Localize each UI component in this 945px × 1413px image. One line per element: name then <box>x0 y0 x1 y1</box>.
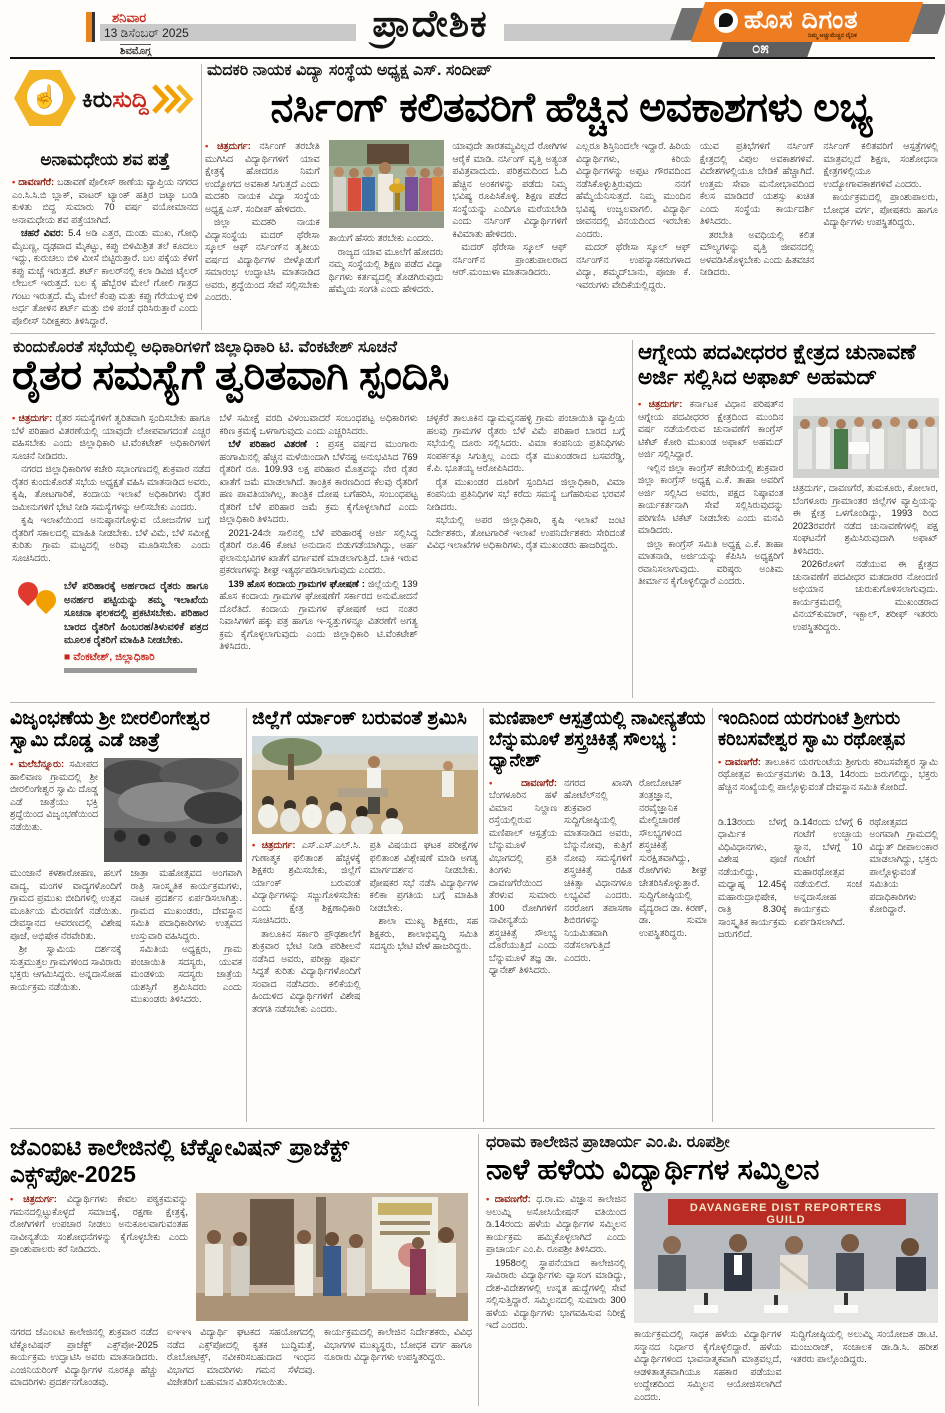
top-story-col4: ಎಲ್ಲರೂ ಶಿಸ್ತಿನಿಂದಲೇ ಇದ್ದಾರೆ. ಹಿರಿಯ ವಿದ್ಯಾರ್ಥಿಗಳು, ಕಿರಿಯ ವಿದ್ಯಾರ್ಥಿಗಳನ್ನು ಅಪ್ಪಟ ಗೌರವದಿಂದ ನಡೆಸಿಕೊಳ್ಳುತ್ತಿರುವುದು ನನಗೆ ಹೆಮ್ಮೆಯೆನಿಸುತ್ತದೆ. ನಿಮ್ಮ ಮುಂದಿನ ಭವಿಷ್ಯ ಉಜ್ವಲವಾಗಲಿ. ವಿದ್ಯಾರ್ಥಿ ಜೀವನದಲ್ಲಿ ವಿನಯದಿಂದ ಇರಬೇಕು ಎಂದರು. ಮದರ್ ಥೆರೇಸಾ ಸ್ಕೂಲ್ ಆಫ್ ನರ್ಸಿಂಗ್‌ನ ಉಪನ್ಯಾಸಕರುಗಳಾದ ವಿದ್ಯಾ, ಶಮ್ಮದ್‌ಬಾನು, ಪೂಜಾ ಕೆ. ಇವರುಗಳು ವೇದಿಕೆಯಲ್ಲಿದ್ದರು. <box>576 140 691 290</box>
manipal-col1: • ದಾವಣಗೆರೆ: ಬೆಂಗಳೂರಿನ ಹಳೆ ವಿಮಾನ ನಿಲ್ದಾಣ ರಸ್ತೆಯಲ್ಲಿರುವ ಮಣಿಪಾಲ್ ಆಸ್ಪತ್ರೆಯ ಬೆನ್ನುಮೂಳೆ ವಿಭಾಗದಲ್ಲಿ ಪ್ರತಿ ತಿಂಗಳು ದಾವಣಗೆರೆಯಿಂದ ತೆರಳುವ ಸುಮಾರು 100 ರೋಗಿಗಳಿಗೆ ನಾವೀನ್ಯತೆಯ ಶಸ್ತ್ರಚಿಕಿತ್ಸೆ ಸೌಲಭ್ಯ ದೊರೆಯುತ್ತಿದೆ ಎಂದು ಬೆನ್ನುಮೂಳೆ ತಜ್ಞ ಡಾ. ಧ್ಯಾನೇಶ್ ತಿಳಿಸಿದರು. <box>489 777 557 1137</box>
rathotsava-story <box>718 708 938 1124</box>
page-number: ೦೫ <box>752 40 769 57</box>
quote-underline-bar <box>64 668 197 673</box>
congress-application-photo <box>793 398 939 478</box>
sidebar-story-body: • ದಾವಣಗೆರೆ: ಬಡಾವಣೆ ಪೊಲೀಸ್ ಠಾಣೆಯ ವ್ಯಾಪ್ತಿಯ ನಗರದ ಎಂ.ಸಿ.ಸಿ.ಬಿ ಬ್ಲಾಕ್, ವಾಟರ್ ಟ್ಯಾಂಕ್ ಹತ್ತಿರ ಜಟ್ಕಾ ಬಂಡಿ ಕುಳಿತು ಬಿದ್ದ ಸುಮಾರು 70 ವರ್ಷ ವಯೋಮಾನದ ಅನಾಮಧೇಯ ಶವ ಪತ್ತೆಯಾಗಿದೆ. ಚಹರೆ ವಿವರ: 5.4 ಅಡಿ ಎತ್ತರ, ದುಂಡು ಮುಖ, ಗೋಧಿ ಮೈಬಣ್ಣ, ದೃಢವಾದ ಮೈಕಟ್ಟು, ಕಪ್ಪು ಬಿಳಿಮಿಶ್ರಿತ ತಲೆ ಕೂದಲು ಇದ್ದು, ಕುರುಚಲು ಬಿಳಿ ಮೀಸೆ ಬಿಟ್ಟಿರುತ್ತಾರೆ. ಬಲ ಪಕ್ಕೆಯ ಕೆಳಗೆ ಕಪ್ಪು ಮಚ್ಚೆ ಇರುತ್ತದೆ. ಶರ್ಟ್ ಕಾಲರ್‌ನಲ್ಲಿ ಕಲಾ ಡಿವಿಜಿ ಟೈಲರ್ ಲೇಬಲ್ ಇರುತ್ತದೆ. ಬಲ ಕೈ ಹೆಬ್ಬೆರಳ ಮೇಲೆ ಗೋಲಿ ಗಾತ್ರದ ಗಂಟು ಇರುತ್ತದೆ. ಮೈ ಮೇಲೆ ಕೆಂಪು ಮತ್ತು ಕಪ್ಪು ಗೆರೆಯುಳ್ಳ ಬಿಳಿ ಅರ್ಧ ತೋಳಿನ ಶರ್ಟ್ ಮತ್ತು ಬಿಳಿ ಪಂಚೆ ಧರಿಸಿರುತ್ತಾರೆ ಎಂದು ಪೊಲೀಸ್ ನಿರೀಕ್ಷಕರು ತಿಳಿಸಿದ್ದಾರೆ. <box>12 176 198 328</box>
jmit-intro: • ಚಿತ್ರದುರ್ಗ: ವಿದ್ಯಾರ್ಥಿಗಳು ಕೇವಲ ಪಠ್ಯಕ್ರಮವನ್ನು ಗಮನದಲ್ಲಿಟ್ಟುಕೊಳ್ಳದೆ ಸಮಾಜಕ್ಕೆ, ರಕ್ಷಣಾ ಕ್ಷೇತ್ರಕ್ಕೆ, ರೋಗಿಗಳಿಗೆ ಉಪಚಾರ ನೀಡಲು ಅನುಕೂಲವಾಗುವಂತಹ ನಾವೀನ್ಯತೆಯ ಸಂಶೋಧನೆಗಳನ್ನು ಕೈಗೊಳ್ಳಬೇಕು ಎಂದು ಪ್ರಾಂಶುಪಾಲರು ಕರೆ ನೀಡಿದರು. <box>10 1193 188 1321</box>
top-story-col2: ತಾಯಿಗೆ ಹೆಸರು ತರಬೇಕು ಎಂದರು. ರಾಜ್ಯದ ಯಾವ ಮೂಲೆಗೆ ಹೋದರು ನಮ್ಮ ಸಂಸ್ಥೆಯಲ್ಲಿ ಶಿಕ್ಷಣ ಪಡೆದ ವಿದ್ಯಾ ರ್ಥಿಗಳು ಕರ್ತವ್ಯದಲ್ಲಿ ತೊಡಗಿರುವುದು ಹೆಮ್ಮೆಯ ಸಂಗತಿ ಎಂದು ಹೇಳಿದರು. <box>329 140 444 330</box>
drm-col2: ಕಾರ್ಯಕ್ರಮದಲ್ಲಿ ಸಾಧಕ ಹಳೆಯ ವಿದ್ಯಾರ್ಥಿಗಳ ಸನ್ಮಾನದ ನಿರ್ಧಾರ ಕೈಗೊಳ್ಳಲಿದ್ದಾರೆ. ಹಳೆಯ ವಿದ್ಯಾರ್ಥಿಗಳಿಂದ ಭಾವನಾತ್ಮಕವಾಗಿ ಮಾತ್ರವಲ್ಲದೆ, ಆಡಳಿತಾತ್ಮಕವಾಗಿಯೂ ಸಹಕಾರ ಪಡೆಯುವ ಉದ್ದೇಶದಿಂದ ಸಮ್ಮಿಲನ ಆಯೋಜಿಸಲಾಗಿದೆ ಎಂದರು. <box>634 1328 782 1402</box>
farmer-kicker: ಕುಂದುಕೊರತೆ ಸಭೆಯಲ್ಲಿ ಅಧಿಕಾರಿಗಳಿಗೆ ಜಿಲ್ಲಾಧಿಕಾರಿ ಟಿ. ವೆಂಕಟೇಶ್ ಸೂಚನೆ <box>13 339 397 356</box>
rathotsava-col2: ಡಿ.14ರಂದು ಬೆಳಗ್ಗೆ 6 ಗಂಟೆಗೆ ಉಚ್ಛಾಯ ಸ್ನಾನ, ಬೆಳಗ್ಗೆ 10 ಗಂಟೆಗೆ ಮಹಾರಥೋತ್ಸವ ನಡೆಯಲಿದೆ. ಸಂಜೆ ಅನ್ನದಾಸೋಹ ಕಾರ್ಯಕ್ರಮ ಏರ್ಪಡಿಸಲಾಗಿದೆ. <box>793 815 863 927</box>
jmit-col1: ನಗರದ ಜೆಎಂಐಟಿ ಕಾಲೇಜಿನಲ್ಲಿ ಶುಕ್ರವಾರ ನಡೆದ ಟೆಕ್ನೋವಿಷನ್ ಪ್ರಾಜೆಕ್ಟ್ ಎಕ್ಸ್‌ಪೋ-2025 ಕಾರ್ಯಕ್ರಮ ಉದ್ಘಾಟಿಸಿ ಅವರು ಮಾತನಾಡಿದರು. ಎಂಜಿನಿಯರಿಂಗ್ ವಿದ್ಯಾರ್ಥಿಗಳ ನೂರಕ್ಕೂ ಹೆಚ್ಚು ಮಾದರಿಗಳು ಪ್ರದರ್ಶನಗೊಂಡವು. <box>10 1326 158 1388</box>
jmit-headline: ಜೆಎಂಐಟಿ ಕಾಲೇಜಿನಲ್ಲಿ ಟೆಕ್ನೋವಿಷನ್ ಪ್ರಾಜೆಕ್ಟ್ ಎಕ್ಸ್‌ಪೋ-2025 <box>10 1134 350 1187</box>
press-conference-photo <box>634 1193 938 1323</box>
rank-story <box>252 708 478 1124</box>
jatre-story <box>10 708 242 1124</box>
jmit-col3: ಕಾರ್ಯಕ್ರಮದಲ್ಲಿ ಕಾಲೇಜಿನ ನಿರ್ದೇಶಕರು, ವಿವಿಧ ವಿಭಾಗಗಳ ಮುಖ್ಯಸ್ಥರು, ಬೋಧಕ ವರ್ಗ ಹಾಗೂ ನೂರಾರು ವಿದ್ಯಾರ್ಥಿಗಳು ಉಪಸ್ಥಿತರಿದ್ದರು. <box>324 1326 472 1363</box>
jatre-col1: ಮುಂಜಾನೆ ಕಳಶಾರೋಹಣ, ಹಲಗೆ ವಾದ್ಯ, ಮಂಗಳ ವಾದ್ಯಗಳೊಂದಿಗೆ ಗ್ರಾಮದ ಪ್ರಮುಖ ಬೀದಿಗಳಲ್ಲಿ ಉತ್ಸವ ಮೂರ್ತಿಯ ಮೆರವಣಿಗೆ ನಡೆಯಿತು. ದೇವಸ್ಥಾನದ ಆವರಣದಲ್ಲಿ ವಿಶೇಷ ಪೂಜೆ, ಅಭಿಷೇಕ ನೆರವೇರಿತು. ಶ್ರೀ ಸ್ವಾಮಿಯ ದರ್ಶನಕ್ಕೆ ಸುತ್ತಮುತ್ತಲ ಗ್ರಾಮಗಳಿಂದ ಸಾವಿರಾರು ಭಕ್ತರು ಆಗಮಿಸಿದ್ದರು. ಅನ್ನದಾಸೋಹ ಕಾರ್ಯಕ್ರಮ ನಡೆಯಿತು. <box>10 867 122 992</box>
jmit-col2: ಐಇಇಇ ವಿದ್ಯಾರ್ಥಿ ಘಟಕದ ಸಹಯೋಗದಲ್ಲಿ ನಡೆದ ಎಕ್ಸ್‌ಪೋದಲ್ಲಿ ಕೃತಕ ಬುದ್ಧಿಮತ್ತೆ, ರೊಬೋಟಿಕ್ಸ್, ನವೀಕರಿಸಬಹುದಾದ ಇಂಧನ ವಿಭಾಗದ ಮಾದರಿಗಳು ಗಮನ ಸೆಳೆದವು. ವಿಜೇತರಿಗೆ ಬಹುಮಾನ ವಿತರಿಸಲಾಯಿತು. <box>167 1326 315 1388</box>
drm-story <box>486 1134 938 1406</box>
jatre-intro: • ಮಲೆಬೆನ್ನೂರು: ಸಮೀಪದ ಹಾಲಿವಾಣ ಗ್ರಾಮದಲ್ಲಿ ಶ್ರೀ ಬೀರಲಿಂಗೇಶ್ವರ ಸ್ವಾಮಿ ದೊಡ್ಡ ಎಡೆ ಜಾತ್ರೆಯು ಭಕ್ತಿ ಶ್ರದ್ಧೆಯಿಂದ ವಿಜೃಂಭಣೆಯಿಂದ ನಡೆಯಿತು. <box>10 758 98 862</box>
date: 13 ಡಿಸೆಂಬರ್ 2025 <box>104 26 189 40</box>
jatre-photo <box>104 758 242 862</box>
aghneya-col1: • ಚಿತ್ರದುರ್ಗ: ಕರ್ನಾಟಕ ವಿಧಾನ ಪರಿಷತ್‌ನ ಆಗ್ನೇಯ ಪದವೀಧರರ ಕ್ಷೇತ್ರದಿಂದ ಮುಂದಿನ ವರ್ಷ ನಡೆಯಲಿರುವ ಚುನಾವಣೆಗೆ ಕಾಂಗ್ರೆಸ್ ಟಿಕೆಟ್ ಕೋರಿ ಮುಖಂಡ ಅಫಾಖ್ ಅಹಮದ್ ಅರ್ಜಿ ಸಲ್ಲಿಸಿದ್ದಾರೆ. ಇಲ್ಲಿನ ಜಿಲ್ಲಾ ಕಾಂಗ್ರೆಸ್ ಕಚೇರಿಯಲ್ಲಿ ಶುಕ್ರವಾರ ಜಿಲ್ಲಾ ಕಾಂಗ್ರೆಸ್ ಅಧ್ಯಕ್ಷ ಎ.ಕೆ. ತಾಹಾ ಅವರಿಗೆ ಅರ್ಜಿ ಸಲ್ಲಿಸಿದ ಅವರು, ಪಕ್ಷದ ನಿಷ್ಠಾವಂತ ಕಾರ್ಯಕರ್ತನಾಗಿ ಸೇವೆ ಸಲ್ಲಿಸಿರುವುದನ್ನು ಪರಿಗಣಿಸಿ ಟಿಕೆಟ್ ನೀಡಬೇಕು ಎಂದು ಮನವಿ ಮಾಡಿದರು. ಜಿಲ್ಲಾ ಕಾಂಗ್ರೆಸ್ ಸಮಿತಿ ಅಧ್ಯಕ್ಷ ಎ.ಕೆ. ತಾಹಾ ಮಾತನಾಡಿ, ಅರ್ಜಿಯನ್ನು ಕೆಪಿಸಿಸಿ ಅಧ್ಯಕ್ಷರಿಗೆ ರವಾನಿಸಲಾಗುವುದು. ವರಿಷ್ಠರು ಅಂತಿಮ ತೀರ್ಮಾನ ಕೈಗೊಳ್ಳಲಿದ್ದಾರೆ ಎಂದರು. <box>638 398 784 696</box>
pull-quote-box <box>12 576 210 675</box>
jatre-headline: ವಿಜೃಂಭಣೆಯ ಶ್ರೀ ಬೀರಲಿಂಗೇಶ್ವರ ಸ್ವಾಮಿ ದೊಡ್ಡ ಎಡೆ ಜಾತ್ರೆ <box>10 708 210 752</box>
header-rule <box>10 57 935 59</box>
rank-col2: ಪ್ರತಿ ವಿಷಯದ ಘಟಕ ಪರೀಕ್ಷೆಗಳ ಫಲಿತಾಂಶ ವಿಶ್ಲೇಷಣೆ ಮಾಡಿ ಅಗತ್ಯ ಮಾರ್ಗದರ್ಶನ ನೀಡಬೇಕು. ಪೋಷಕರ ಸಭೆ ನಡೆಸಿ ವಿದ್ಯಾರ್ಥಿಗಳ ಕಲಿಕಾ ಪ್ರಗತಿಯ ಬಗ್ಗೆ ಮಾಹಿತಿ ನೀಡಬೇಕು. ಶಾಲಾ ಮುಖ್ಯ ಶಿಕ್ಷಕರು, ಸಹ ಶಿಕ್ಷಕರು, ಶಾಲಾಭಿವೃದ್ಧಿ ಸಮಿತಿ ಸದಸ್ಯರು ಭೇಟಿ ವೇಳೆ ಹಾಜರಿದ್ದರು. <box>369 839 478 952</box>
drm-right-area <box>634 1193 938 1411</box>
section-title: ಪ್ರಾದೇಶಿಕ <box>0 3 860 46</box>
drm-kicker: ಧರಾಮ ಕಾಲೇಜಿನ ಪ್ರಾಚಾರ್ಯ ಎಂ.ಪಿ. ರೂಪಶ್ರೀ <box>486 1134 730 1151</box>
rathotsava-col3: ರಥೋತ್ಸವದ ಅಂಗವಾಗಿ ಗ್ರಾಮದಲ್ಲಿ ವಿದ್ಯುತ್ ದೀಪಾಲಂಕಾರ ಮಾಡಲಾಗಿದ್ದು, ಭಕ್ತರು ಪಾಲ್ಗೊಳ್ಳುವಂತೆ ಸಮಿತಿಯ ಪದಾಧಿಕಾರಿಗಳು ಕೋರಿದ್ದಾರೆ. <box>869 815 939 915</box>
lamp-ceremony-photo <box>329 140 444 228</box>
drm-col3: ಸುದ್ದಿಗೋಷ್ಠಿಯಲ್ಲಿ ಅಲುಮ್ನಿ ಸಂಯೋಜಕ ಡಾ.ಟಿ. ಮಂಜುರಾಜ್, ಸಂಚಾಲಕ ಡಾ.ಡಿ.ಸಿ. ಹರೀಶ ಇತರರು ಪಾಲ್ಗೊಂಡಿದ್ದರು. <box>790 1328 938 1364</box>
chevron-right-icon <box>152 84 194 119</box>
sidebar-story-headline: ಅನಾಮಧೇಯ ಶವ ಪತ್ತೆ <box>40 150 170 169</box>
school-visit-photo <box>252 736 478 834</box>
hand-icon: ☝ <box>27 79 63 115</box>
aghneya-headline: ಆಗ್ನೇಯ ಪದವೀಧರರ ಕ್ಷೇತ್ರದ ಚುನಾವಣೆ ಅರ್ಜಿ ಸಲ್ಲಿಸಿದ ಅಫಾಖ್ ಅಹಮದ್ <box>638 340 916 390</box>
pull-quote-text: ಬೆಳೆ ಪರಿಹಾರಕ್ಕೆ ಅರ್ಹರಾದ ರೈತರು ಹಾಗೂ ಅನರ್ಹರ ಪಟ್ಟಿಯನ್ನು ತಮ್ಮ ಇಲಾಖೆಯ ಸೂಚನಾ ಫಲಕದಲ್ಲಿ ಪ್ರಕಟಿಸಬೇಕು. ಪರಿಹಾರ ಬಾರದ ರೈತರಿಗೆ ಹಿಂಬರಹ/ತಿಳುವಳಿಕೆ ಪತ್ರದ ಮೂಲಕ ರೈತರಿಗೆ ಮಾಹಿತಿ ನೀಡಬೇಕು. <box>64 581 209 646</box>
farmer-col3: ಚಳ್ಳಕೆರೆ ತಾಲೂಕಿನ ದ್ಯಾಮವ್ವನಹಳ್ಳಿ ಗ್ರಾಮ ಪಂಚಾಯಿತಿ ವ್ಯಾಪ್ತಿಯ ಹಲವು ಗ್ರಾಮಗಳ ರೈತರು ಬೆಳೆ ವಿಮೆ ಪರಿಹಾರ ಬಾರದ ಬಗ್ಗೆ ಸಭೆಯಲ್ಲಿ ದೂರು ಸಲ್ಲಿಸಿದರು. ವಿಮಾ ಕಂಪನಿಯ ಪ್ರತಿನಿಧಿಗಳು ಸಂಪರ್ಕಕ್ಕೂ ಸಿಗುತ್ತಿಲ್ಲ ಎಂದು ರೈತ ಮುಖಂಡರಾದ ಬಸವರೆಡ್ಡಿ, ಕೆ.ಪಿ. ಭೂತಯ್ಯ ಆರೋಪಿಸಿದರು. ರೈತ ಮುಖಂಡರ ದೂರಿಗೆ ಸ್ಪಂದಿಸಿದ ಜಿಲ್ಲಾಧಿಕಾರಿ, ವಿಮಾ ಕಂಪನಿಯ ಪ್ರತಿನಿಧಿಗಳ ಸಭೆ ಕರೆದು ಸಮಸ್ಯೆ ಬಗೆಹರಿಸುವ ಭರವಸೆ ನೀಡಿದರು. ಸಭೆಯಲ್ಲಿ ಅಪರ ಜಿಲ್ಲಾಧಿಕಾರಿ, ಕೃಷಿ ಇಲಾಖೆ ಜಂಟಿ ನಿರ್ದೇಶಕರು, ತೋಟಗಾರಿಕೆ ಇಲಾಖೆ ಉಪನಿರ್ದೇಶಕರು ಸೇರಿದಂತೆ ವಿವಿಧ ಇಲಾಖೆಗಳ ಅಧಿಕಾರಿಗಳು, ರೈತ ಮುಖಂಡರು ಹಾಜರಿದ್ದರು. <box>426 412 625 550</box>
manipal-col3: ರೋಬೋಟಿಕ್ ತಂತ್ರಜ್ಞಾನ, ನರವೈಜ್ಞಾನಿಕ ಮೇಲ್ವಿಚಾರಣೆ ಸೌಲಭ್ಯಗಳಿಂದ ಶಸ್ತ್ರಚಿಕಿತ್ಸೆ ಸುರಕ್ಷಿತವಾಗಿದ್ದು, ರೋಗಿಗಳು ಶೀಘ್ರ ಚೇತರಿಸಿಕೊಳ್ಳುತ್ತಾರೆ. ಸುದ್ದಿಗೋಷ್ಠಿಯಲ್ಲಿ ವೈದ್ಯರಾದ ಡಾ. ಕಿರಣ್, ಡಾ. ಸುಮಾ ಉಪಸ್ಥಿತರಿದ್ದರು. <box>639 776 707 938</box>
weekday: ಶನಿವಾರ <box>112 10 147 25</box>
jmit-story <box>10 1134 472 1406</box>
manipal-col2: ನಗರದ ಖಾಸಗಿ ಹೋಟೆಲ್‌ನಲ್ಲಿ ಶುಕ್ರವಾರ ಸುದ್ದಿಗೋಷ್ಠಿಯಲ್ಲಿ ಮಾತನಾಡಿದ ಅವರು, ಬೆನ್ನುನೋವು, ಕುತ್ತಿಗೆ ನೋವು ಸಮಸ್ಯೆಗಳಿಗೆ ಶಸ್ತ್ರಚಿಕಿತ್ಸೆ ರಹಿತ ಚಿಕಿತ್ಸಾ ವಿಧಾನಗಳೂ ಲಭ್ಯವಿವೆ ಎಂದರು. ನರರೋಗ ತಪಾಸಣಾ ಶಿಬಿರಗಳನ್ನು ನಿಯಮಿತವಾಗಿ ನಡೆಸಲಾಗುತ್ತಿದೆ ಎಂದರು. <box>564 776 632 963</box>
farmer-col1: • ಚಿತ್ರದುರ್ಗ: ರೈತರ ಸಮಸ್ಯೆಗಳಿಗೆ ತ್ವರಿತವಾಗಿ ಸ್ಪಂದಿಸಬೇಕು ಹಾಗೂ ಬೆಳೆ ಪರಿಹಾರ ವಿತರಣೆಯಲ್ಲಿ ಯಾವುದೇ ಲೋಪವಾಗದಂತೆ ಎಚ್ಚರ ವಹಿಸಬೇಕು ಎಂದು ಜಿಲ್ಲಾಧಿಕಾರಿ ಟಿ.ವೆಂಕಟೇಶ್ ಅಧಿಕಾರಿಗಳಿಗೆ ಸೂಚನೆ ನೀಡಿದರು. ನಗರದ ಜಿಲ್ಲಾಧಿಕಾರಿಗಳ ಕಚೇರಿ ಸಭಾಂಗಣದಲ್ಲಿ ಶುಕ್ರವಾರ ನಡೆದ ರೈತರ ಕುಂದುಕೊರತೆ ಸಭೆಯ ಅಧ್ಯಕ್ಷತೆ ವಹಿಸಿ ಮಾತನಾಡಿದ ಅವರು, ಕೃಷಿ, ತೋಟಗಾರಿಕೆ, ಕಂದಾಯ ಇಲಾಖೆ ಅಧಿಕಾರಿಗಳು ರೈತರ ಜಮೀನುಗಳಿಗೆ ಭೇಟಿ ನೀಡಿ ಸಮಸ್ಯೆಗಳನ್ನು ಆಲಿಸಬೇಕು ಎಂದರು. ಕೃಷಿ ಇಲಾಖೆಯಿಂದ ಅನುಷ್ಠಾನಗೊಳ್ಳುವ ಯೋಜನೆಗಳ ಬಗ್ಗೆ ರೈತರಿಗೆ ಸಕಾಲದಲ್ಲಿ ಮಾಹಿತಿ ನೀಡಬೇಕು. ಬೆಳೆ ವಿಮೆ, ಬೆಳೆ ಸಮೀಕ್ಷೆ ಕುರಿತು ಗ್ರಾಮ ಮಟ್ಟದಲ್ಲಿ ಅರಿವು ಮೂಡಿಸಬೇಕು ಎಂದು ಸೂಚಿಸಿದರು. ಬೆಳೆ ಪರಿಹಾರಕ್ಕೆ ಅರ್ಹರಾದ ರೈತರು ಹಾಗೂ ಅನರ್ಹರ ಪಟ್ಟಿಯನ್ನು ತಮ್ಮ ಇಲಾಖೆಯ ಸೂಚನಾ ಫಲಕದಲ್ಲಿ ಪ್ರಕಟಿಸಬೇಕು. ಪರಿಹಾರ ಬಾರದ ರೈತರಿಗೆ ಹಿಂಬರಹ/ತಿಳುವಳಿಕೆ ಪತ್ರದ ಮೂಲಕ ರೈತರಿಗೆ ಮಾಹಿತಿ ನೀಡಬೇಕು. ■ ವೆಂಕಟೇಶ್, ಜಿಲ್ಲಾಧಿಕಾರಿ <box>12 412 210 698</box>
top-story-col6: ನರ್ಸಿಂಗ್ ಕಲಿತವರಿಗೆ ಆಸ್ಪತ್ರೆಗಳಲ್ಲಿ ಮಾತ್ರವಲ್ಲದೆ ಶಿಕ್ಷಣ, ಸಂಶೋಧನಾ ಕ್ಷೇತ್ರಗಳಲ್ಲಿಯೂ ಉದ್ಯೋಗಾವಕಾಶಗಳಿವೆ ಎಂದರು. ಕಾರ್ಯಕ್ರಮದಲ್ಲಿ ಪ್ರಾಂಶುಪಾಲರು, ಬೋಧಕ ವರ್ಗ, ಪೋಷಕರು ಹಾಗೂ ವಿದ್ಯಾರ್ಥಿಗಳು ಉಪಸ್ಥಿತರಿದ್ದರು. <box>823 140 939 227</box>
kirusuddi-wordmark: ಕಿರುಸುದ್ದಿ <box>82 86 149 112</box>
rathotsava-col1: ಡಿ.13ರಂದು ಬೆಳಗ್ಗೆ ಧಾರ್ಮಿಕ ವಿಧಿವಿಧಾನಗಳು, ವಿಶೇಷ ಪೂಜೆ ನಡೆಯಲಿದ್ದು, ಮಧ್ಯಾಹ್ನ 12.45ಕ್ಕೆ ಮಹಾರುದ್ರಾಭಿಷೇಕ, ರಾತ್ರಿ 8.30ಕ್ಕೆ ಸಾಂಸ್ಕೃತಿಕ ಕಾರ್ಯಕ್ರಮ ಜರುಗಲಿದೆ. <box>718 815 787 940</box>
manipal-headline: ಮಣಿಪಾಲ್ ಆಸ್ಪತ್ರೆಯಲ್ಲಿ ನಾವೀನ್ಯತೆಯ ಬೆನ್ನುಮೂಳೆ ಶಸ್ತ್ರಚಿಕಿತ್ಸೆ ಸೌಲಭ್ಯ : ಧ್ಯಾನೇಶ್ <box>489 708 706 770</box>
top-story-headline: ನರ್ಸಿಂಗ್ ಕಲಿತವರಿಗೆ ಹೆಚ್ಚಿನ ಅವಕಾಶಗಳು ಲಭ್ಯ <box>270 84 873 130</box>
farmer-col2: ಬೆಳೆ ಸಮೀಕ್ಷೆ ವರದಿ ವಿಳಂಬವಾದರೆ ಸಂಬಂಧಪಟ್ಟ ಅಧಿಕಾರಿಗಳು ಕಠಿಣ ಕ್ರಮಕ್ಕೆ ಒಳಗಾಗುವುದು ಎಂದು ಎಚ್ಚರಿಸಿದರು. ಬೆಳೆ ಪರಿಹಾರ ವಿತರಣೆ : ಪ್ರಸಕ್ತ ವರ್ಷದ ಮುಂಗಾರು ಹಂಗಾಮಿನಲ್ಲಿ ಹೆಚ್ಚಿನ ಮಳೆಯಿಂದಾಗಿ ಬೆಳೆನಷ್ಟ ಅನುಭವಿಸಿದ 769 ರೈತರಿಗೆ ರೂ. 109.93 ಲಕ್ಷ ಪರಿಹಾರ ಮೊತ್ತವನ್ನು ನೇರ ರೈತರ ಖಾತೆಗೆ ಜಮೆ ಮಾಡಲಾಗಿದೆ. ತಾಂತ್ರಿಕ ಕಾರಣದಿಂದ ಕೆಲವು ರೈತರಿಗೆ ಹಣ ಪಾವತಿಯಾಗಿಲ್ಲ, ತಾಂತ್ರಿಕ ದೋಷ ಬಗೆಹರಿಸಿ, ಸಂಬಂಧಪಟ್ಟ ರೈತರಿಗೆ ಬೆಳೆ ಪರಿಹಾರ ಜಮೆ ಕ್ರಮ ಕೈಗೊಳ್ಳಲಾಗಿದೆ ಎಂದು ಜಿಲ್ಲಾಧಿಕಾರಿ ತಿಳಿಸಿದರು. 2021-24ನೇ ಸಾಲಿನಲ್ಲಿ ಬೆಳೆ ಪರಿಹಾರಕ್ಕೆ ಅರ್ಜಿ ಸಲ್ಲಿಸಿದ್ದ ರೈತರಿಗೆ ರೂ.46 ಕೋಟಿ ಅನುದಾನ ಬಿಡುಗಡೆಯಾಗಿದ್ದು, ಅರ್ಹ ಫಲಾನುಭವಿಗಳ ಖಾತೆಗೆ ವರ್ಗಾವಣೆ ಮಾಡಲಾಗುತ್ತಿದೆ. ಬಾಕಿ ಇರುವ ಪ್ರಕರಣಗಳನ್ನು ಶೀಘ್ರ ಇತ್ಯರ್ಥಪಡಿಸಲಾಗುವುದು ಎಂದರು. 139 ಹೊಸ ಕಂದಾಯ ಗ್ರಾಮಗಳ ಘೋಷಣೆ : ಜಿಲ್ಲೆಯಲ್ಲಿ 139 ಹೊಸ ಕಂದಾಯ ಗ್ರಾಮಗಳ ಘೋಷಣೆಗೆ ಸರ್ಕಾರದ ಅನುಮೋದನೆ ದೊರೆತಿದೆ. ಕಂದಾಯ ಗ್ರಾಮಗಳ ಘೋಷಣೆ ಆದ ನಂತರ ನಿವಾಸಿಗಳಿಗೆ ಹಕ್ಕು ಪತ್ರ ಹಾಗೂ ಇ-ಸ್ವತ್ತುಗಳನ್ನೂ ವಿತರಣೆಗೆ ಅಗತ್ಯ ಕ್ರಮ ಕೈಗೊಳ್ಳಲಾಗುವುದು ಎಂದು ಜಿಲ್ಲಾಧಿಕಾರಿ ಟಿ.ವೆಂಕಟೇಶ್ ತಿಳಿಸಿದರು. <box>219 412 418 651</box>
manipal-story <box>489 708 707 1124</box>
pull-quote-attribution: ■ ವೆಂಕಟೇಶ್, ಜಿಲ್ಲಾಧಿಕಾರಿ <box>64 651 208 664</box>
drm-headline: ನಾಳೆ ಹಳೆಯ ವಿದ್ಯಾರ್ಥಿಗಳ ಸಮ್ಮಿಲನ <box>486 1154 820 1186</box>
edition-city: ಶಿವಮೊಗ್ಗ <box>120 46 152 57</box>
press-banner-text: DAVANGERE DIST REPORTERS GUILD <box>689 1202 883 1227</box>
masthead <box>680 0 945 57</box>
top-story-col1: • ಚಿತ್ರದುರ್ಗ: ನರ್ಸಿಂಗ್ ತರಬೇತಿ ಮುಗಿಸಿದ ವಿದ್ಯಾರ್ಥಿಗಳಿಗೆ ಯಾವ ಕ್ಷೇತ್ರಕ್ಕೆ ಹೋದರೂ ನಿಮಗೆ ಉದ್ಯೋಗದ ಅವಕಾಶ ಸಿಗುತ್ತದೆ ಎಂದು ಮದಕರಿ ನಾಯಕ ವಿದ್ಯಾ ಸಂಸ್ಥೆಯ ಅಧ್ಯಕ್ಷ ಎಸ್. ಸಂದೀಪ್ ಹೇಳಿದರು. ಜಿಲ್ಲಾ ಮದಕರಿ ನಾಯಕ ವಿದ್ಯಾಸಂಸ್ಥೆಯ ಮದರ್ ಥೆರೇಸಾ ಸ್ಕೂಲ್ ಆಫ್ ನರ್ಸಿಂಗ್‌ನ ತೃತೀಯ ವರ್ಷದ ವಿದ್ಯಾರ್ಥಿಗಳ ಬೀಳ್ಕೊಡುಗೆ ಸಮಾರಂಭ ಉದ್ಘಾಟಿಸಿ ಮಾತನಾಡಿದ ಅವರು, ಶ್ರದ್ಧೆಯಿಂದ ಸೇವೆ ಸಲ್ಲಿಸಬೇಕು ಎಂದರು. <box>205 140 320 330</box>
top-story-kicker: ಮದಕರಿ ನಾಯಕ ವಿದ್ಯಾ ಸಂಸ್ಥೆಯ ಅಧ್ಯಕ್ಷ ಎಸ್. ಸಂದೀಪ್ <box>207 62 492 79</box>
top-story-col5: ಯುವ ಪ್ರತಿಭೆಗಳಿಗೆ ನರ್ಸಿಂಗ್ ಕ್ಷೇತ್ರದಲ್ಲಿ ವಿಪುಲ ಅವಕಾಶಗಳಿವೆ. ವಿದೇಶಗಳಲ್ಲಿಯೂ ಬೇಡಿಕೆ ಹೆಚ್ಚಾಗಿದೆ. ಉತ್ತಮ ಸೇವಾ ಮನೋಭಾವದಿಂದ ಕೆಲಸ ಮಾಡಿದರೆ ಯಶಸ್ಸು ಖಚಿತ ಎಂದು ಸಂಸ್ಥೆಯ ಕಾರ್ಯದರ್ಶಿ ತಿಳಿಸಿದರು. ತರಬೇತಿ ಅವಧಿಯಲ್ಲಿ ಕಲಿತ ಮೌಲ್ಯಗಳನ್ನು ವೃತ್ತಿ ಜೀವನದಲ್ಲಿ ಅಳವಡಿಸಿಕೊಳ್ಳಬೇಕು ಎಂದು ಹಿತವಚನ ನೀಡಿದರು. <box>699 140 815 277</box>
drm-col1: • ದಾವಣಗೆರೆ: ಧ.ರಾ.ಮ ವಿಜ್ಞಾನ ಕಾಲೇಜಿನ ಅಲುಮ್ನಿ ಅಸೋಸಿಯೇಷನ್ ವತಿಯಿಂದ ಡಿ.14ರಂದು ಹಳೆಯ ವಿದ್ಯಾರ್ಥಿಗಳ ಸಮ್ಮಿಲನ ಕಾರ್ಯಕ್ರಮ ಹಮ್ಮಿಕೊಳ್ಳಲಾಗಿದೆ ಎಂದು ಪ್ರಾಚಾರ್ಯ ಎಂ.ಪಿ. ರೂಪಶ್ರೀ ತಿಳಿಸಿದರು. 1958ರಲ್ಲಿ ಸ್ಥಾಪನೆಯಾದ ಕಾಲೇಜಿನಲ್ಲಿ ಸಾವಿರಾರು ವಿದ್ಯಾರ್ಥಿಗಳು ವ್ಯಾಸಂಗ ಮಾಡಿದ್ದು, ದೇಶ-ವಿದೇಶಗಳಲ್ಲಿ ಉನ್ನತ ಹುದ್ದೆಗಳಲ್ಲಿ ಸೇವೆ ಸಲ್ಲಿಸುತ್ತಿದ್ದಾರೆ. ಸಮ್ಮಿಲನದಲ್ಲಿ ಸುಮಾರು 300 ಹಳೆಯ ವಿದ್ಯಾರ್ಥಿಗಳು ಭಾಗವಹಿಸುವ ನಿರೀಕ್ಷೆ ಇದೆ ಎಂದರು. <box>486 1193 626 1411</box>
paper-name: ಹೊಸ ದಿಗಂತ <box>744 6 859 34</box>
expo-photo <box>196 1193 468 1321</box>
top-story-col3: ಯಾವುದೇ ತಾರತಮ್ಯವಿಲ್ಲದೆ ರೋಗಿಗಳ ಆರೈಕೆ ಮಾಡಿ. ನರ್ಸಿಂಗ್ ವೃತ್ತಿ ಅತ್ಯಂತ ಪವಿತ್ರವಾದುದು. ಪರಿಶ್ರಮದಿಂದ ಓದಿ ಹೆಚ್ಚಿನ ಅಂಕಗಳನ್ನು ಪಡೆದು ನಿಮ್ಮ ಭವಿಷ್ಯ ರೂಪಿಸಿಕೊಳ್ಳಿ. ಶಿಕ್ಷಣ ಪಡೆದ ಸಂಸ್ಥೆಯನ್ನು ಎಂದಿಗೂ ಮರೆಯಬೇಡಿ ಎಂದು ನರ್ಸಿಂಗ್ ವಿದ್ಯಾರ್ಥಿಗಳಿಗೆ ಕಿವಿಮಾತು ಹೇಳಿದರು. ಮದರ್ ಥೆರೇಸಾ ಸ್ಕೂಲ್ ಆಫ್ ನರ್ಸಿಂಗ್‌ನ ಪ್ರಾಂಶುಪಾಲರಾದ ಆರ್.ಮಂಜುಳಾ ಮಾತನಾಡಿದರು. <box>452 140 568 277</box>
rank-headline: ಜಿಲ್ಲೆಗೆ ರ್ಯಾಂಕ್ ಬರುವಂತೆ ಶ್ರಮಿಸಿ <box>252 708 467 729</box>
farmer-headline: ರೈತರ ಸಮಸ್ಯೆಗೆ ತ್ವರಿತವಾಗಿ ಸ್ಪಂದಿಸಿ <box>12 352 449 398</box>
rank-col1: • ಚಿತ್ರದುರ್ಗ: ಎಸ್.ಎಸ್.ಎಲ್.ಸಿ. ಗುಣಾತ್ಮಕ ಫಲಿತಾಂಶ ಹೆಚ್ಚಳಕ್ಕೆ ಶಿಕ್ಷಕರು ಶ್ರಮಿಸಬೇಕು, ಜಿಲ್ಲೆಗೆ ರ್ಯಾಂಕ್ ಬರುವಂತೆ ವಿದ್ಯಾರ್ಥಿಗಳನ್ನು ಸಜ್ಜುಗೊಳಿಸಬೇಕು ಎಂದು ಕ್ಷೇತ್ರ ಶಿಕ್ಷಣಾಧಿಕಾರಿ ಸೂಚಿಸಿದರು. ತಾಲೂಕಿನ ಸರ್ಕಾರಿ ಪ್ರೌಢಶಾಲೆಗೆ ಶುಕ್ರವಾರ ಭೇಟಿ ನೀಡಿ ಪರಿಶೀಲನೆ ನಡೆಸಿದ ಅವರು, ಪರೀಕ್ಷಾ ಪೂರ್ವ ಸಿದ್ಧತೆ ಕುರಿತು ವಿದ್ಯಾರ್ಥಿಗಳೊಂದಿಗೆ ಸಂವಾದ ನಡೆಸಿದರು. ಕಲಿಕೆಯಲ್ಲಿ ಹಿಂದುಳಿದ ವಿದ್ಯಾರ್ಥಿಗಳಿಗೆ ವಿಶೇಷ ತರಗತಿ ನಡೆಸಬೇಕು ಎಂದರು. <box>252 839 361 1107</box>
aghneya-col2: ಚಿತ್ರದುರ್ಗ, ದಾವಣಗೆರೆ, ತುಮಕೂರು, ಕೋಲಾರ, ಬೆಂಗಳೂರು ಗ್ರಾಮಾಂತರ ಜಿಲ್ಲೆಗಳ ವ್ಯಾಪ್ತಿಯನ್ನು ಈ ಕ್ಷೇತ್ರ ಒಳಗೊಂಡಿದ್ದು, 1993 ರಿಂದ 2023ರವರೆಗೆ ನಡೆದ ಚುನಾವಣೆಗಳಲ್ಲಿ ಪಕ್ಷ ಸಂಘಟನೆಗೆ ಶ್ರಮಿಸಿರುವುದಾಗಿ ಅಫಾಖ್ ತಿಳಿಸಿದರು. 2026ರೊಳಗೆ ನಡೆಯುವ ಈ ಕ್ಷೇತ್ರದ ಚುನಾವಣೆಗೆ ಪದವೀಧರ ಮತದಾರರ ನೋಂದಣಿ ಅಭಿಯಾನ ಚುರುಕುಗೊಳಿಸಲಾಗುವುದು. ಕಾರ್ಯಕ್ರಮದಲ್ಲಿ ಮುಖಂಡರಾದ ವಿನಯ್‌ಕುಮಾರ್, ಇಕ್ಬಾಲ್, ಶರೀಫ್ ಇತರರು ಉಪಸ್ಥಿತರಿದ್ದರು. <box>793 398 939 696</box>
paper-logo-icon <box>714 9 738 33</box>
rathotsava-lead: • ದಾವಣಗೆರೆ: ತಾಲೂಕಿನ ಯರಗುಂಟೆಯ ಶ್ರೀಗುರು ಕರಿಬಸವೇಶ್ವರ ಸ್ವಾಮಿ ರಥೋತ್ಸವ ಕಾರ್ಯಕ್ರಮಗಳು ಡಿ.13, 14ರಂದು ಜರುಗಲಿದ್ದು, ಭಕ್ತರು ಹೆಚ್ಚಿನ ಸಂಖ್ಯೆಯಲ್ಲಿ ಪಾಲ್ಗೊಳ್ಳುವಂತೆ ದೇವಸ್ಥಾನ ಸಮಿತಿ ಕೋರಿದೆ. <box>718 756 938 812</box>
rathotsava-headline: ಇಂದಿನಿಂದ ಯರಗುಂಟೆ ಶ್ರೀಗುರು ಕರಿಬಸವೇಶ್ವರ ಸ್ವಾಮಿ ರಥೋತ್ಸವ <box>718 708 906 749</box>
jatre-col2: ಜಾತ್ರಾ ಮಹೋತ್ಸವದ ಅಂಗವಾಗಿ ರಾತ್ರಿ ಸಾಂಸ್ಕೃತಿಕ ಕಾರ್ಯಕ್ರಮಗಳು, ನಾಟಕ ಪ್ರದರ್ಶನ ಏರ್ಪಡಿಸಲಾಗಿತ್ತು. ಗ್ರಾಮದ ಮುಖಂಡರು, ದೇವಸ್ಥಾನ ಸಮಿತಿ ಪದಾಧಿಕಾರಿಗಳು ಉತ್ಸವದ ಉಸ್ತುವಾರಿ ವಹಿಸಿದ್ದರು. ಸಮಿತಿಯ ಅಧ್ಯಕ್ಷರು, ಗ್ರಾಮ ಪಂಚಾಯಿತಿ ಸದಸ್ಯರು, ಯುವಕ ಮಂಡಳಿಯ ಸದಸ್ಯರು ಜಾತ್ರೆಯ ಯಶಸ್ಸಿಗೆ ಶ್ರಮಿಸಿದರು ಎಂದು ಮುಖಂಡರು ತಿಳಿಸಿದರು. <box>130 867 242 1005</box>
paper-tagline: ನಿಮ್ಮ ಅಚ್ಚುಮೆಚ್ಚಿನ ದೈನಿಕ <box>808 33 857 39</box>
